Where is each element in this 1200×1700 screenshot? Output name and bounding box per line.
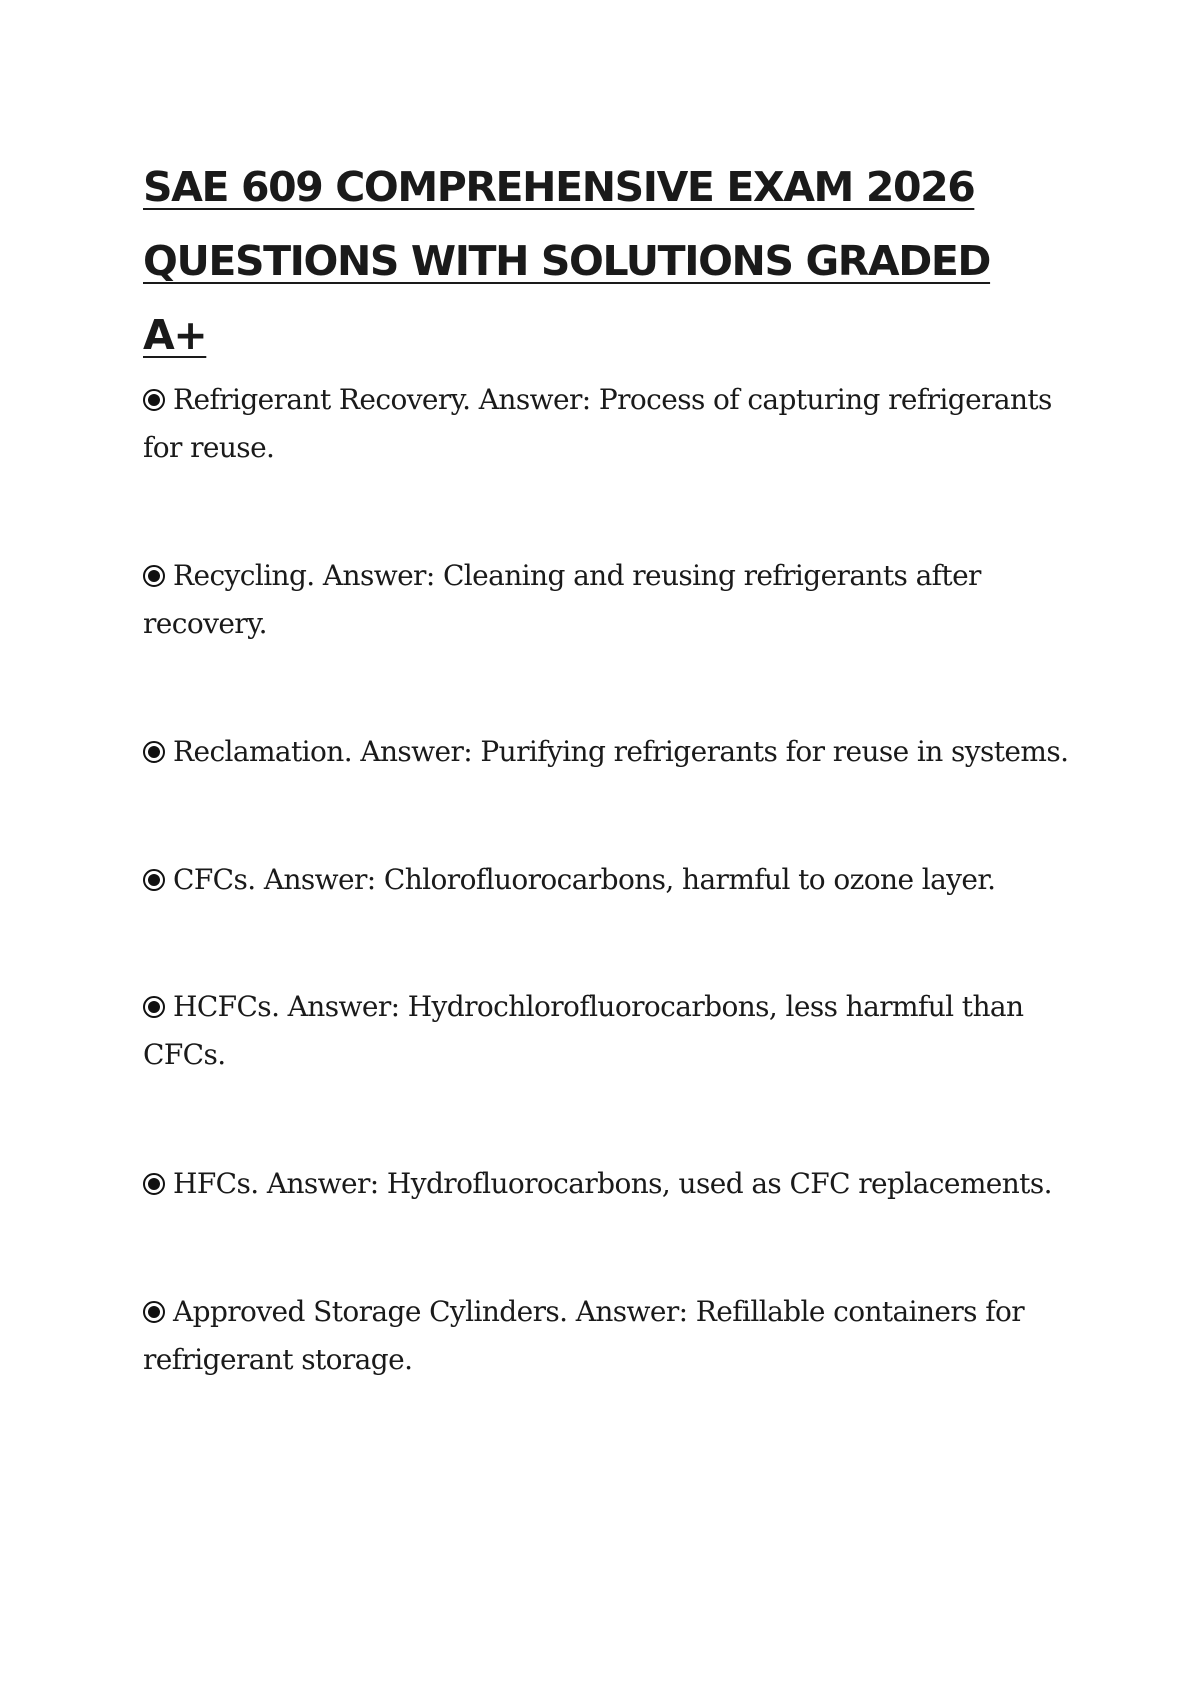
question-text: Reclamation. Answer: Purifying refrigerants for reuse in systems.: [173, 735, 1069, 768]
question-text: Refrigerant Recovery. Answer: Process of capturing refrigerants for reuse.: [143, 383, 1052, 464]
title-line-2: QUESTIONS WITH SOLUTIONS GRADED A+: [143, 237, 991, 359]
radio-bullet-icon: [143, 389, 165, 411]
question-item: [143, 1288, 1073, 1384]
question-item: [143, 728, 1073, 776]
document-title: [143, 150, 1063, 372]
radio-bullet-icon: [143, 869, 165, 891]
radio-bullet-icon: [143, 1173, 165, 1195]
question-item: [143, 552, 1073, 648]
radio-bullet-icon: [143, 996, 165, 1018]
radio-bullet-icon: [143, 741, 165, 763]
question-item: [143, 983, 1073, 1079]
question-text: HCFCs. Answer: Hydrochlorofluorocarbons, less harmful than CFCs.: [143, 990, 1024, 1071]
radio-bullet-icon: [143, 565, 165, 587]
question-text: CFCs. Answer: Chlorofluorocarbons, harmful to ozone layer.: [173, 863, 996, 896]
question-item: [143, 1160, 1073, 1208]
question-text: HFCs. Answer: Hydrofluorocarbons, used as CFC replacements.: [173, 1167, 1052, 1200]
question-item: [143, 376, 1073, 472]
question-text: Recycling. Answer: Cleaning and reusing refrigerants after recovery.: [143, 559, 981, 640]
question-text: Approved Storage Cylinders. Answer: Refillable containers for refrigerant storage.: [143, 1295, 1025, 1376]
radio-bullet-icon: [143, 1301, 165, 1323]
title-line-1: SAE 609 COMPREHENSIVE EXAM 2026: [143, 163, 975, 211]
question-item: [143, 856, 1073, 904]
